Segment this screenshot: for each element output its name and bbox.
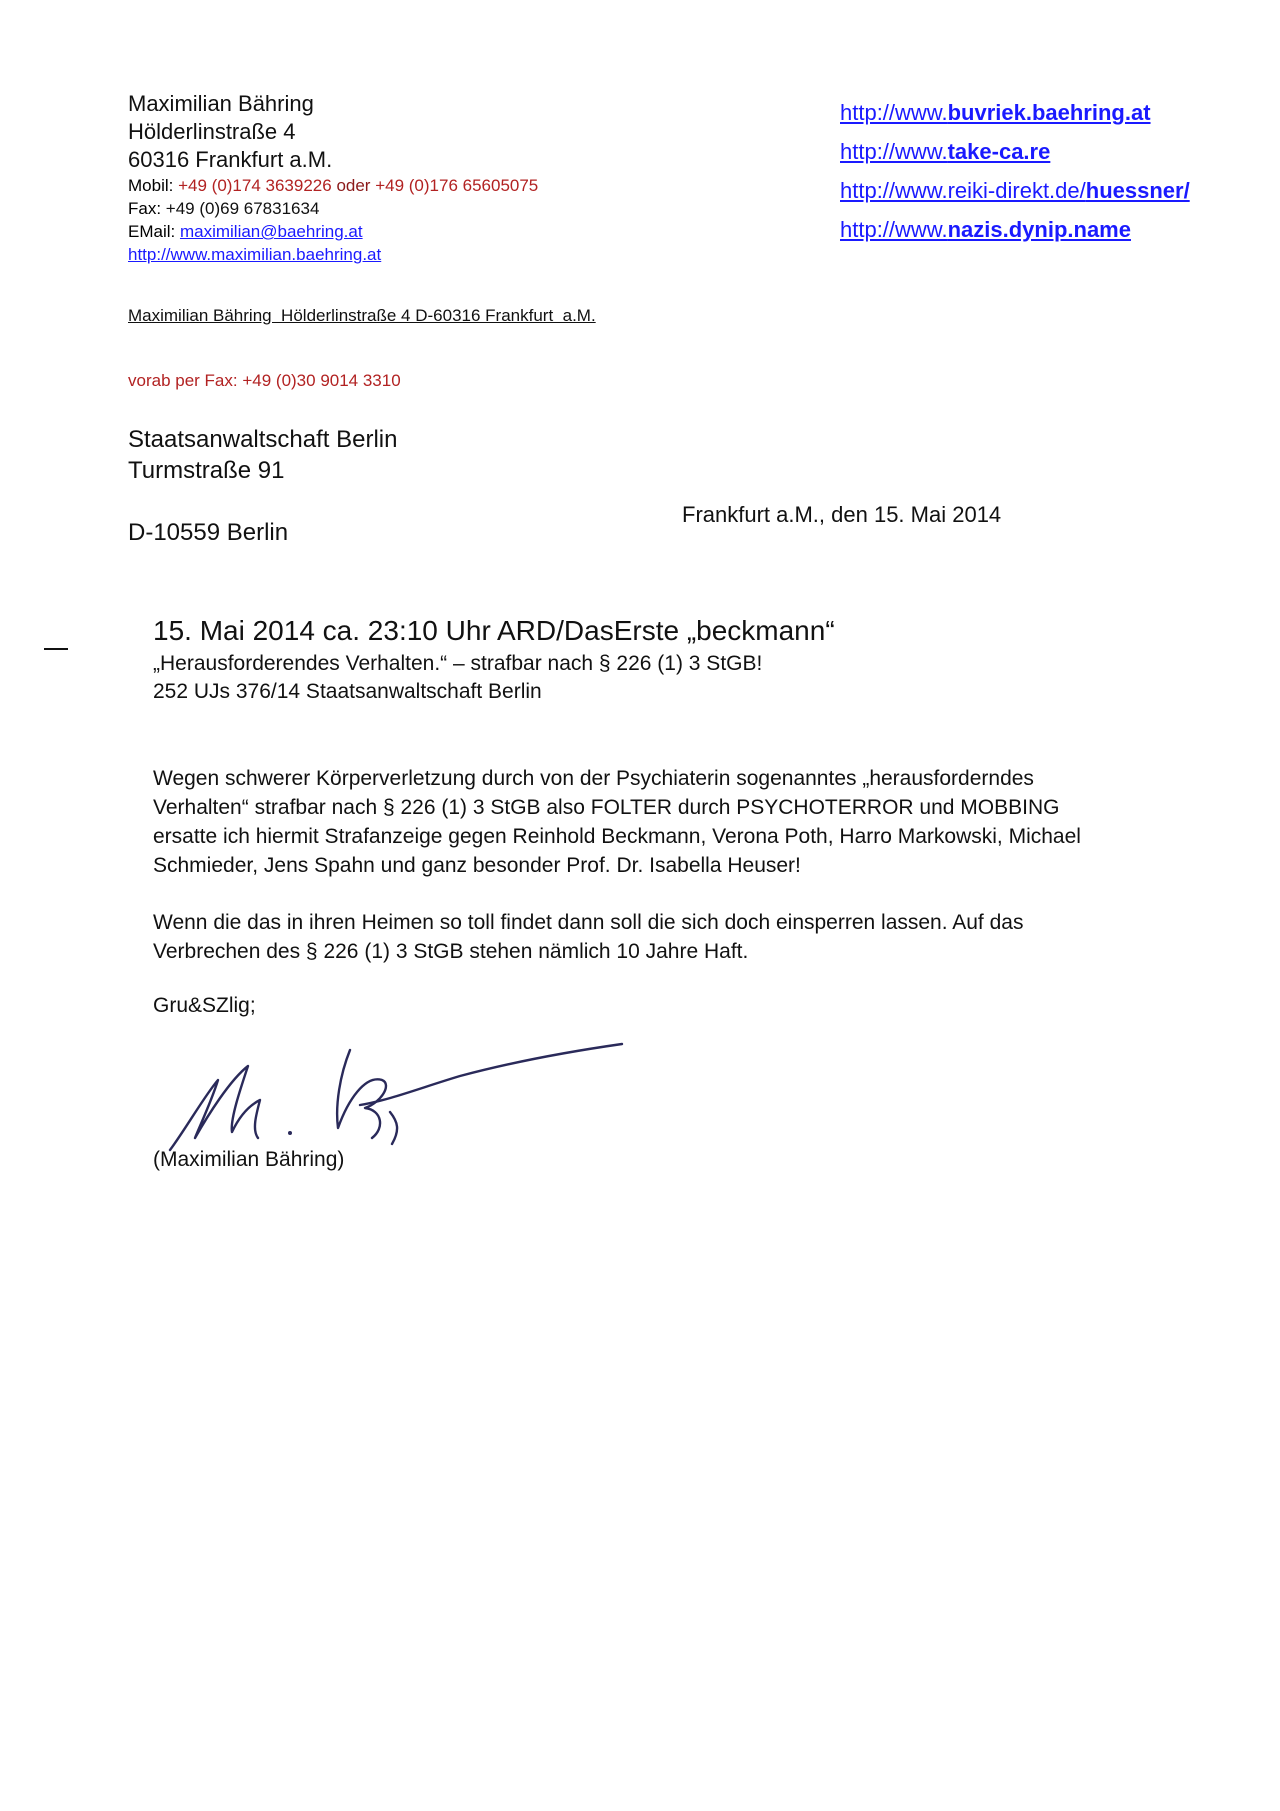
sender-email-line — [128, 220, 363, 243]
handwritten-signature — [160, 1020, 640, 1160]
sender-street: Hölderlinstraße 4 — [128, 119, 296, 144]
fax-notice-number: +49 (0)30 9014 3310 — [242, 371, 401, 390]
fax-label: Fax: — [128, 199, 162, 218]
paragraph-line: Wenn die das in ihren Heimen so toll findet dann soll die sich doch einsperren lassen. Auf das — [153, 911, 1024, 934]
email-label: EMail: — [128, 222, 176, 241]
external-link-nazis[interactable] — [840, 217, 1131, 243]
sender-name: Maximilian Bähring — [128, 91, 314, 116]
email-link[interactable]: maximilian@baehring.at — [179, 222, 363, 241]
date-line: Frankfurt a.M., den 15. Mai 2014 — [682, 502, 1002, 527]
return-address-line: Maximilian Bähring Hölderlinstraße 4 D-60316 Frankfurt a.M. — [128, 306, 596, 325]
sender-mobile-line — [128, 174, 538, 197]
recipient-line-1: Staatsanwaltschaft Berlin — [128, 426, 398, 453]
mobile-label: Mobil: — [128, 176, 174, 195]
subject-line-3: 252 UJs 376/14 Staatsanwaltschaft Berlin — [153, 680, 542, 703]
paragraph-line: Verhalten“ strafbar nach § 226 (1) 3 StGB also FOLTER durch PSYCHOTERROR und MOBBING — [153, 796, 1060, 819]
sender-city: 60316 Frankfurt a.M. — [128, 147, 333, 172]
link-bold: huessner/ — [1085, 178, 1190, 203]
fax-notice — [128, 369, 401, 392]
link-bold: nazis.dynip.name — [947, 217, 1131, 242]
subject-line-1: 15. Mai 2014 ca. 23:10 Uhr ARD/DasErste „beckmann“ — [153, 615, 835, 646]
website-link[interactable]: http://www.maximilian.baehring.at — [128, 245, 382, 264]
sender-fax-line — [128, 197, 319, 220]
link-prefix: http://www. — [840, 100, 948, 125]
external-link-take-care[interactable] — [840, 139, 1050, 165]
paragraph-line: ersatte ich hiermit Strafanzeige gegen Reinhold Beckmann, Verona Poth, Harro Markowski, Michael — [153, 825, 1081, 848]
body-paragraph-2 — [153, 908, 1203, 966]
body-paragraph-1 — [153, 764, 1203, 880]
recipient-line-2: Turmstraße 91 — [128, 457, 285, 484]
paragraph-line: Verbrechen des § 226 (1) 3 StGB stehen nämlich 10 Jahre Haft. — [153, 940, 749, 963]
fold-mark — [44, 648, 68, 650]
link-bold: buvriek.baehring.at — [947, 100, 1151, 125]
fax-number: +49 (0)69 67831634 — [165, 199, 320, 218]
greeting: Gru&SZlig; — [153, 994, 256, 1017]
external-link-reiki[interactable] — [840, 178, 1190, 204]
mobile-number-1: +49 (0)174 3639226 — [178, 176, 332, 195]
paragraph-line: Schmieder, Jens Spahn und ganz besonder Prof. Dr. Isabella Heuser! — [153, 854, 801, 877]
link-prefix: http://www. — [840, 217, 948, 242]
link-bold: take-ca.re — [947, 139, 1051, 164]
paragraph-line: Wegen schwerer Körperverletzung durch von der Psychiaterin sogenanntes „herausforderndes — [153, 767, 1034, 790]
subject-line-2: „Herausforderendes Verhalten.“ – strafbar nach § 226 (1) 3 StGB! — [153, 652, 763, 675]
mobile-or: oder — [336, 176, 371, 195]
external-link-buvriek[interactable] — [840, 100, 1151, 126]
signature-name: (Maximilian Bähring) — [153, 1148, 345, 1171]
recipient-city: D-10559 Berlin — [128, 519, 289, 546]
fax-notice-label: vorab per Fax: — [128, 371, 238, 390]
link-prefix: http://www.reiki-direkt.de/ — [840, 178, 1086, 203]
link-prefix: http://www. — [840, 139, 948, 164]
mobile-number-2: +49 (0)176 65605075 — [375, 176, 539, 195]
sender-website-line — [128, 243, 381, 266]
